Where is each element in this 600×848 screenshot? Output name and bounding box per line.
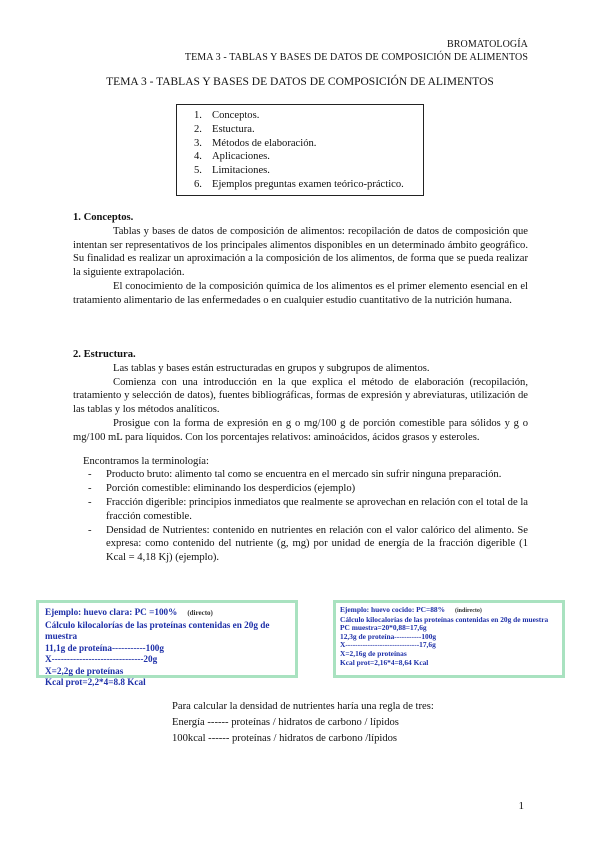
list-item: - Fracción digerible: principios inmediatos que realmente se aprovechan en relación con el total de la fracción comestible. — [88, 496, 528, 522]
document-title: TEMA 3 - TABLAS Y BASES DE DATOS DE COMPOSICIÓN DE ALIMENTOS — [106, 76, 494, 88]
section-heading: 2. Estructura. — [73, 349, 136, 360]
toc-item: 4. Aplicaciones. — [194, 151, 270, 163]
section-conceptos — [73, 211, 528, 308]
running-header-topic: TEMA 3 - TABLAS Y BASES DE DATOS DE COMPOSICIÓN DE ALIMENTOS — [184, 52, 528, 63]
section-estructura — [73, 348, 528, 565]
list-item: - Porción comestible: eliminando los desperdicios (ejemplo) — [88, 483, 356, 495]
toc-item: 3. Métodos de elaboración. — [194, 137, 317, 149]
rule-of-three-line: 100kcal ------ proteínas / hidratos de carbono /lípidos — [172, 733, 398, 744]
example-box-direct: Ejemplo: huevo clara: PC =100% (directo) Cálculo kilocalorías de las proteínas contenidas en 20g de muestra 11,1g de proteína-----------100g X------------------------------20g X=2,2g de proteínas Kcal prot=2,2*4=8.8 Kcal — [36, 600, 298, 678]
paragraph: El conocimiento de la composición química de los alimentos es el primer elemento esencial en el tratamiento alimentario de las enfermedades o en cualquier estudio cuantitativo de la nutrición humana. — [73, 280, 528, 306]
list-item: - Producto bruto: alimento tal como se encuentra en el mercado sin sufrir ninguna preparación. — [88, 469, 502, 481]
toc-item: 1. Conceptos. — [194, 110, 260, 121]
page-number: 1 — [518, 800, 524, 812]
section-heading: 1. Conceptos. — [73, 212, 134, 223]
running-header-subject: BROMATOLOGÍA — [446, 39, 528, 50]
paragraph: Tablas y bases de datos de composición de alimentos: recopilación de datos de composición que intentan ser representativos de los principales alimentos disponibles en un determinado ámbito geográfico. Su finalidad es realizar un aproximación a la composición de los alimentos, de forma que se pueda realizar la siguiente extrapolación. — [73, 225, 528, 279]
paragraph: Las tablas y bases están estructuradas en grupos y subgrupos de alimentos. — [113, 362, 430, 374]
list-item: - Densidad de Nutrientes: contenido en nutrientes en relación con el valor calórico del alimento. Se expresa: como contenido del nutriente (g, mg) por unidad de energía de la fracción digerible (1 Kcal = 4,18 Kj) (ejemplo). — [88, 524, 528, 564]
paragraph: Encontramos la terminología: — [83, 455, 209, 467]
toc-item: 5. Limitaciones. — [194, 165, 270, 177]
rule-of-three-intro: Para calcular la densidad de nutrientes haría una regla de tres: — [172, 701, 434, 712]
paragraph: Prosigue con la forma de expresión en g o mg/100 g de porción comestible para sólidos y g o mg/100 mL para líquidos. Con los porcentajes relativos: aminoácidos, ácidos grasos y esteroles. — [73, 417, 528, 443]
toc-item: 2. Estuctura. — [194, 123, 255, 135]
paragraph: Comienza con una introducción en la que explica el método de elaboración (recopilación, tratamiento y selección de datos), fuentes bibliográficas, formas de expresión y abreviaturas, utilización de las tablas y los métodos analíticos. — [73, 376, 528, 416]
table-of-contents — [176, 104, 424, 196]
rule-of-three-line: Energía ------ proteínas / hidratos de carbono / lípidos — [172, 717, 399, 728]
toc-item: 6. Ejemplos preguntas examen teórico-práctico. — [194, 178, 404, 190]
example-box-indirect: Ejemplo: huevo cocido: PC=88% (indirecto) Cálculo kilocalorías de las proteínas contenidas en 20g de muestra PC muestra=20*0,88=17,6g 12,3g de proteína-----------100g X------------------------------17,6g X=2,16g de proteínas Kcal prot=2,16*4=8,64 Kcal — [333, 600, 565, 678]
